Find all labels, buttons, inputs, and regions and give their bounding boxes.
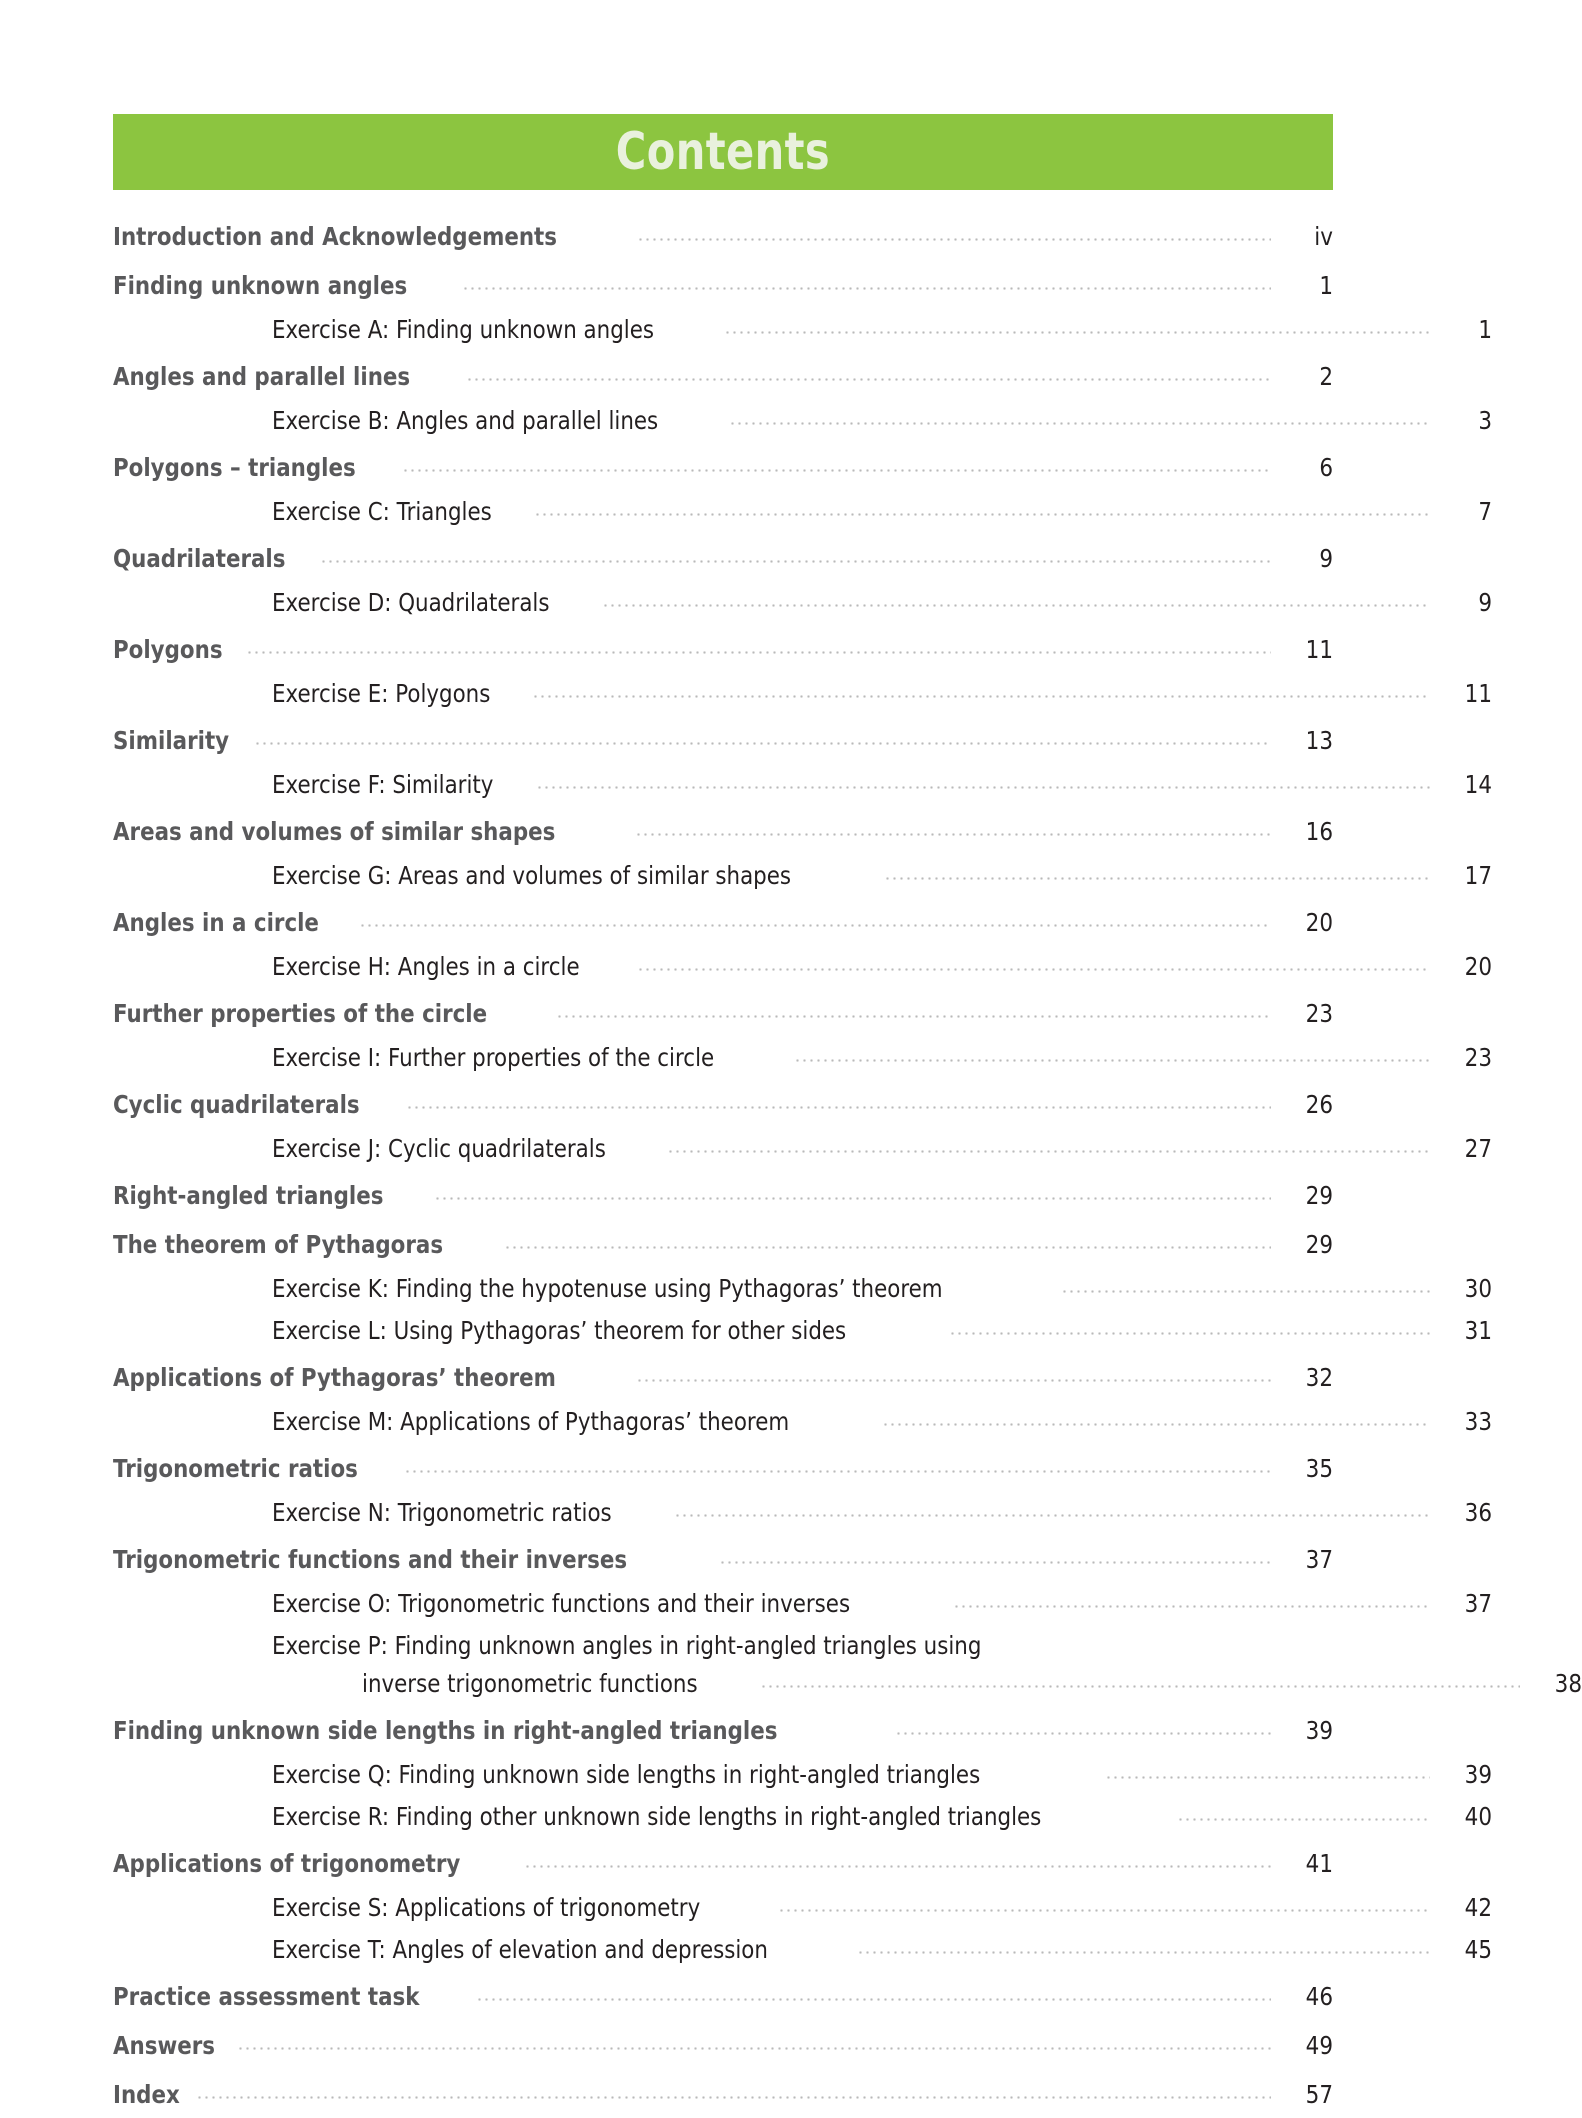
toc-exercise-row[interactable] bbox=[113, 679, 1492, 715]
toc-heading-row[interactable] bbox=[113, 271, 1333, 309]
toc-entry-label: Right-angled triangles bbox=[113, 1181, 384, 1210]
toc-entry-label: Exercise N: Trigonometric ratios bbox=[272, 1498, 612, 1527]
toc-entry-page-number: 37 bbox=[1464, 1589, 1492, 1618]
toc-exercise-row[interactable] bbox=[113, 861, 1492, 897]
toc-heading-row[interactable] bbox=[113, 908, 1333, 946]
leader-dots bbox=[524, 1856, 1271, 1872]
leader-dots bbox=[760, 1676, 1520, 1692]
toc-entry-page-number: 6 bbox=[1319, 453, 1333, 482]
toc-entry-page-number: 29 bbox=[1305, 1230, 1333, 1259]
leader-dots bbox=[674, 1505, 1430, 1521]
toc-entry-label: Cyclic quadrilaterals bbox=[113, 1090, 360, 1119]
toc-entry-label: Exercise I: Further properties of the circle bbox=[272, 1043, 715, 1072]
toc-entry-label: Introduction and Acknowledgements bbox=[113, 222, 558, 251]
toc-entry-label: Exercise L: Using Pythagoras’ theorem for other sides bbox=[272, 1316, 847, 1345]
leader-dots bbox=[196, 2087, 1271, 2103]
toc-entry-label: Areas and volumes of similar shapes bbox=[113, 817, 556, 846]
toc-exercise-row[interactable] bbox=[113, 1589, 1492, 1625]
toc-entry-label: Finding unknown side lengths in right-angled triangles bbox=[113, 1716, 778, 1745]
toc-exercise-row[interactable] bbox=[113, 1802, 1492, 1838]
toc-entry-page-number: 1 bbox=[1478, 315, 1492, 344]
toc-exercise-row[interactable] bbox=[113, 406, 1492, 442]
toc-heading-row[interactable] bbox=[113, 999, 1333, 1037]
toc-exercise-row[interactable] bbox=[113, 1893, 1492, 1929]
toc-exercise-row[interactable] bbox=[113, 1274, 1492, 1310]
page-title: Contents bbox=[615, 122, 831, 182]
toc-entry-label: Trigonometric functions and their inverses bbox=[113, 1545, 628, 1574]
toc-entry-page-number: 40 bbox=[1464, 1802, 1492, 1831]
leader-dots bbox=[237, 2038, 1271, 2054]
toc-entry-label: Angles in a circle bbox=[113, 908, 319, 937]
toc-exercise-row[interactable] bbox=[113, 1498, 1492, 1534]
toc-entry-page-number: iv bbox=[1314, 222, 1333, 251]
toc-exercise-row[interactable] bbox=[113, 1631, 1492, 1667]
toc-entry-label: Exercise M: Applications of Pythagoras’ theorem bbox=[272, 1407, 790, 1436]
toc-entry-label: Exercise B: Angles and parallel lines bbox=[272, 406, 659, 435]
leader-dots bbox=[254, 733, 1271, 749]
toc-entry-page-number: 38 bbox=[1554, 1669, 1582, 1698]
leader-dots bbox=[729, 413, 1430, 429]
toc-entry-label: Polygons – triangles bbox=[113, 453, 356, 482]
leader-dots bbox=[556, 1006, 1271, 1022]
toc-entry-page-number: 33 bbox=[1464, 1407, 1492, 1436]
toc-entry-label: inverse trigonometric functions bbox=[362, 1669, 698, 1698]
toc-entry-label: Exercise Q: Finding unknown side lengths in right-angled triangles bbox=[272, 1760, 981, 1789]
toc-heading-row[interactable] bbox=[113, 222, 1333, 260]
leader-dots bbox=[602, 595, 1430, 611]
toc-entry-label: Trigonometric ratios bbox=[113, 1454, 358, 1483]
toc-heading-row[interactable] bbox=[113, 1454, 1333, 1492]
toc-entry-label: Index bbox=[113, 2080, 180, 2109]
table-of-contents bbox=[113, 222, 1582, 2118]
toc-entry-page-number: 17 bbox=[1464, 861, 1492, 890]
leader-dots bbox=[724, 322, 1430, 338]
toc-entry-page-number: 13 bbox=[1305, 726, 1333, 755]
leader-dots bbox=[794, 1050, 1430, 1066]
toc-entry-page-number: 45 bbox=[1464, 1935, 1492, 1964]
toc-entry-page-number: 36 bbox=[1464, 1498, 1492, 1527]
leader-dots bbox=[635, 824, 1271, 840]
toc-entry-label: Polygons bbox=[113, 635, 223, 664]
toc-entry-page-number: 49 bbox=[1305, 2031, 1333, 2060]
toc-entry-page-number: 37 bbox=[1305, 1545, 1333, 1574]
toc-entry-label: Exercise K: Finding the hypotenuse using Pythagoras’ theorem bbox=[272, 1274, 943, 1303]
toc-entry-page-number: 32 bbox=[1305, 1363, 1333, 1392]
toc-entry-page-number: 23 bbox=[1305, 999, 1333, 1028]
toc-entry-page-number: 26 bbox=[1305, 1090, 1333, 1119]
toc-exercise-row[interactable] bbox=[113, 315, 1492, 351]
toc-entry-page-number: 9 bbox=[1319, 544, 1333, 573]
leader-dots bbox=[359, 915, 1271, 931]
toc-entry-page-number: 46 bbox=[1305, 1982, 1333, 2011]
toc-heading-row[interactable] bbox=[113, 362, 1333, 400]
toc-entry-page-number: 1 bbox=[1319, 271, 1333, 300]
toc-exercise-row[interactable] bbox=[113, 497, 1492, 533]
toc-entry-page-number: 9 bbox=[1478, 588, 1492, 617]
toc-heading-row[interactable] bbox=[113, 635, 1333, 673]
leader-dots bbox=[1107, 1638, 1430, 1654]
toc-heading-row[interactable] bbox=[113, 1545, 1333, 1583]
toc-entry-label: Exercise C: Triangles bbox=[272, 497, 492, 526]
leader-dots bbox=[637, 229, 1271, 245]
leader-dots bbox=[882, 1414, 1430, 1430]
toc-entry-label: Answers bbox=[113, 2031, 215, 2060]
leader-dots bbox=[667, 1141, 1430, 1157]
leader-dots bbox=[895, 1723, 1271, 1739]
leader-dots bbox=[406, 1097, 1271, 1113]
leader-dots bbox=[320, 551, 1271, 567]
leader-dots bbox=[434, 1188, 1271, 1204]
toc-exercise-row[interactable] bbox=[113, 770, 1492, 806]
leader-dots bbox=[536, 777, 1430, 793]
toc-heading-row[interactable] bbox=[113, 1716, 1333, 1754]
leader-dots bbox=[466, 369, 1271, 385]
leader-dots bbox=[636, 1370, 1271, 1386]
leader-dots bbox=[476, 1989, 1271, 2005]
toc-heading-row[interactable] bbox=[113, 1181, 1333, 1219]
toc-entry-label: Exercise E: Polygons bbox=[272, 679, 491, 708]
toc-entry-label: Exercise O: Trigonometric functions and their inverses bbox=[272, 1589, 851, 1618]
toc-entry-page-number: 23 bbox=[1464, 1043, 1492, 1072]
toc-entry-label: Similarity bbox=[113, 726, 230, 755]
toc-entry-label: Finding unknown angles bbox=[113, 271, 408, 300]
toc-entry-page-number: 3 bbox=[1478, 406, 1492, 435]
toc-exercise-row[interactable] bbox=[113, 1134, 1492, 1170]
toc-heading-row[interactable] bbox=[113, 817, 1333, 855]
leader-dots bbox=[1177, 1809, 1430, 1825]
toc-entry-label: Exercise P: Finding unknown angles in right-angled triangles using bbox=[272, 1631, 982, 1660]
contents-banner bbox=[113, 114, 1333, 190]
toc-entry-label: Angles and parallel lines bbox=[113, 362, 411, 391]
toc-heading-row[interactable] bbox=[113, 2031, 1333, 2069]
toc-entry-page-number: 20 bbox=[1305, 908, 1333, 937]
toc-entry-page-number: 39 bbox=[1305, 1716, 1333, 1745]
toc-entry-page-number: 14 bbox=[1464, 770, 1492, 799]
toc-entry-page-number: 39 bbox=[1464, 1760, 1492, 1789]
leader-dots bbox=[637, 959, 1430, 975]
toc-exercise-row-continuation[interactable] bbox=[113, 1669, 1582, 1705]
toc-entry-label: Exercise D: Quadrilaterals bbox=[272, 588, 550, 617]
toc-entry-page-number: 2 bbox=[1319, 362, 1333, 391]
toc-heading-row[interactable] bbox=[113, 1849, 1333, 1887]
toc-heading-row[interactable] bbox=[113, 544, 1333, 582]
toc-heading-row[interactable] bbox=[113, 1090, 1333, 1128]
toc-entry-page-number: 11 bbox=[1305, 635, 1333, 664]
toc-heading-row[interactable] bbox=[113, 2080, 1333, 2118]
toc-entry-label: Practice assessment task bbox=[113, 1982, 420, 2011]
toc-heading-row[interactable] bbox=[113, 726, 1333, 764]
toc-heading-row[interactable] bbox=[113, 453, 1333, 491]
toc-heading-row[interactable] bbox=[113, 1230, 1333, 1268]
toc-entry-label: Exercise R: Finding other unknown side lengths in right-angled triangles bbox=[272, 1802, 1042, 1831]
toc-entry-label: Exercise F: Similarity bbox=[272, 770, 494, 799]
leader-dots bbox=[462, 278, 1271, 294]
toc-entry-label: Exercise H: Angles in a circle bbox=[272, 952, 580, 981]
leader-dots bbox=[534, 504, 1430, 520]
toc-heading-row[interactable] bbox=[113, 1982, 1333, 2020]
leader-dots bbox=[857, 1942, 1430, 1958]
toc-entry-page-number: 11 bbox=[1464, 679, 1492, 708]
leader-dots bbox=[404, 1461, 1271, 1477]
toc-exercise-row[interactable] bbox=[113, 1935, 1492, 1971]
leader-dots bbox=[884, 868, 1430, 884]
toc-entry-page-number: 29 bbox=[1305, 1181, 1333, 1210]
toc-entry-page-number: 30 bbox=[1464, 1274, 1492, 1303]
toc-exercise-row[interactable] bbox=[113, 952, 1492, 988]
toc-entry-label: Exercise A: Finding unknown angles bbox=[272, 315, 654, 344]
toc-entry-label: Exercise S: Applications of trigonometry bbox=[272, 1893, 701, 1922]
leader-dots bbox=[778, 1900, 1430, 1916]
leader-dots bbox=[532, 686, 1430, 702]
leader-dots bbox=[504, 1237, 1271, 1253]
toc-entry-page-number: 16 bbox=[1305, 817, 1333, 846]
toc-entry-page-number: 31 bbox=[1464, 1316, 1492, 1345]
toc-entry-label: The theorem of Pythagoras bbox=[113, 1230, 444, 1259]
toc-exercise-row[interactable] bbox=[113, 588, 1492, 624]
leader-dots bbox=[953, 1596, 1430, 1612]
toc-exercise-row[interactable] bbox=[113, 1316, 1492, 1352]
leader-dots bbox=[246, 642, 1271, 658]
toc-entry-page-number: 27 bbox=[1464, 1134, 1492, 1163]
toc-entry-label: Applications of trigonometry bbox=[113, 1849, 461, 1878]
toc-entry-label: Further properties of the circle bbox=[113, 999, 488, 1028]
toc-exercise-row[interactable] bbox=[113, 1407, 1492, 1443]
leader-dots bbox=[402, 460, 1271, 476]
toc-entry-page-number: 41 bbox=[1305, 1849, 1333, 1878]
toc-entry-page-number: 42 bbox=[1464, 1893, 1492, 1922]
leader-dots bbox=[949, 1323, 1430, 1339]
toc-entry-page-number: 35 bbox=[1305, 1454, 1333, 1483]
toc-exercise-row[interactable] bbox=[113, 1760, 1492, 1796]
toc-entry-label: Exercise J: Cyclic quadrilaterals bbox=[272, 1134, 606, 1163]
toc-entry-label: Quadrilaterals bbox=[113, 544, 286, 573]
toc-exercise-row[interactable] bbox=[113, 1043, 1492, 1079]
toc-entry-page-number: 20 bbox=[1464, 952, 1492, 981]
toc-heading-row[interactable] bbox=[113, 1363, 1333, 1401]
toc-entry-page-number: 57 bbox=[1305, 2080, 1333, 2109]
toc-entry-label: Exercise T: Angles of elevation and depression bbox=[272, 1935, 768, 1964]
toc-entry-label: Applications of Pythagoras’ theorem bbox=[113, 1363, 556, 1392]
leader-dots bbox=[719, 1552, 1271, 1568]
leader-dots bbox=[1061, 1281, 1430, 1297]
toc-entry-label: Exercise G: Areas and volumes of similar shapes bbox=[272, 861, 792, 890]
toc-entry-page-number: 7 bbox=[1478, 497, 1492, 526]
leader-dots bbox=[1105, 1767, 1430, 1783]
